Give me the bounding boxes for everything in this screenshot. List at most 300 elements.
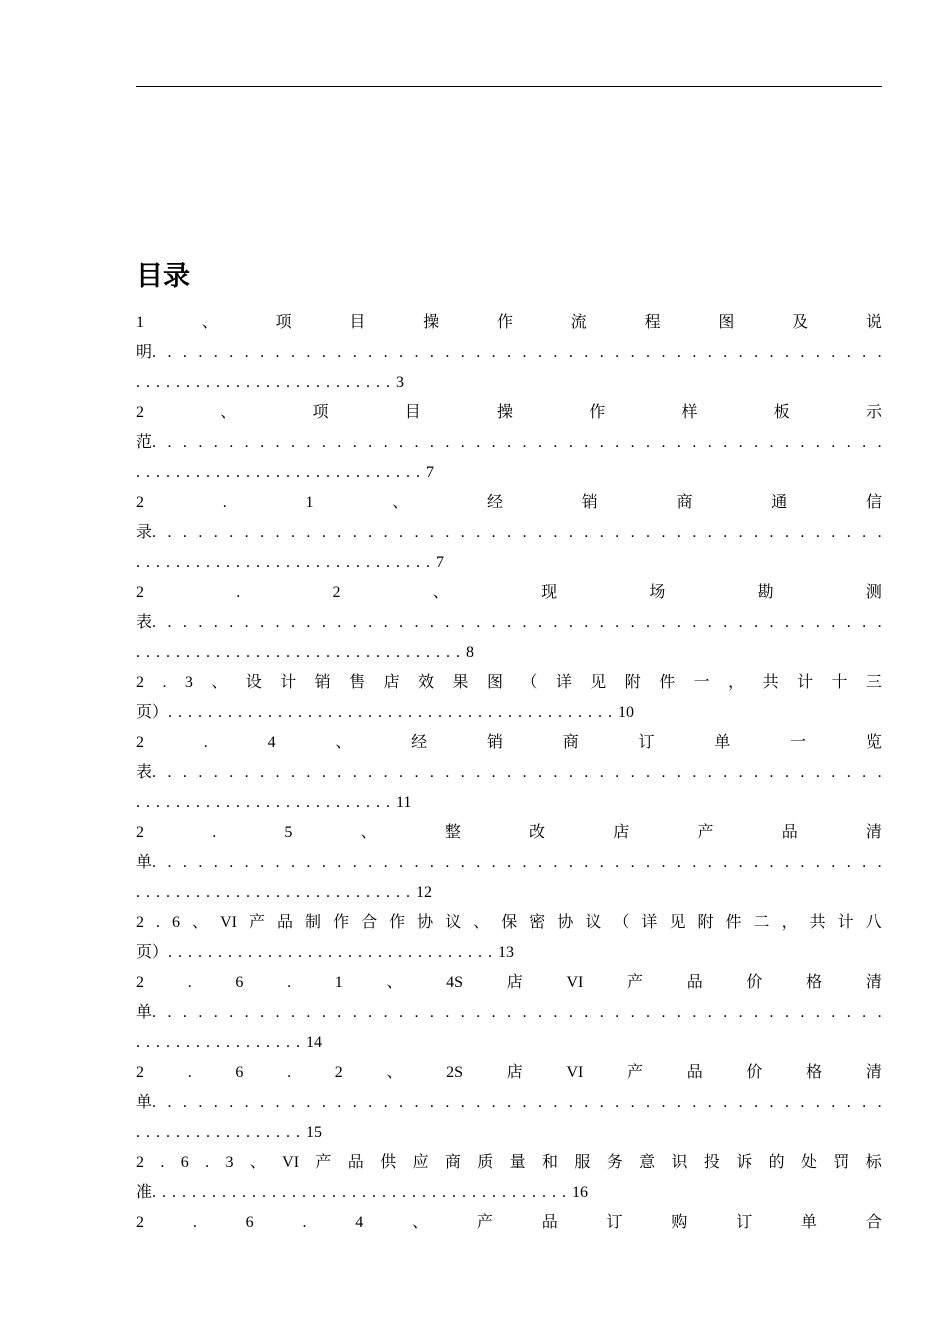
toc-token: . <box>244 1094 249 1111</box>
toc-token: . <box>877 434 882 451</box>
toc-token: . <box>399 764 404 781</box>
toc-token: . <box>337 614 342 631</box>
toc-token: . <box>356 794 360 811</box>
toc-token: . <box>676 764 681 781</box>
toc-token: 4 <box>267 734 276 751</box>
toc-token: . <box>222 494 227 511</box>
toc-token: . <box>800 854 805 871</box>
toc-token: 2S <box>446 1064 464 1081</box>
toc-token: . <box>328 944 333 961</box>
toc-token: . <box>877 854 882 871</box>
toc-token: . <box>784 854 789 871</box>
toc-token: 2 <box>136 584 144 601</box>
toc-token: . <box>306 524 311 541</box>
toc-token: . <box>172 1184 177 1201</box>
toc-entry-line <box>136 998 882 1028</box>
toc-token: . <box>386 644 390 661</box>
toc-token: . <box>368 944 373 961</box>
toc-token: . <box>306 884 310 901</box>
toc-token: . <box>522 614 527 631</box>
toc-token: . <box>182 524 187 541</box>
toc-token: 合 <box>361 914 378 931</box>
toc-token: . <box>182 614 187 631</box>
toc-token: ， <box>728 674 745 691</box>
toc-token: . <box>246 644 250 661</box>
toc-token: 计 <box>797 674 814 691</box>
toc-token: . <box>288 944 293 961</box>
toc-token: . <box>178 944 183 961</box>
toc-token: . <box>378 944 383 961</box>
toc-token: . <box>584 344 589 361</box>
toc-token: . <box>707 1094 712 1111</box>
toc-token: . <box>232 1184 237 1201</box>
toc-token: . <box>187 974 192 991</box>
toc-token: . <box>352 614 357 631</box>
toc-token: . <box>476 854 481 871</box>
toc-token: . <box>321 1094 326 1111</box>
toc-token: . <box>306 764 311 781</box>
toc-token: . <box>846 764 851 781</box>
toc-token: . <box>316 464 320 481</box>
toc-token: . <box>182 1184 187 1201</box>
toc-token: . <box>166 554 170 571</box>
toc-entry-e2[interactable] <box>136 398 882 488</box>
toc-token: 整 <box>444 824 461 841</box>
toc-token: 示 <box>865 404 882 421</box>
toc-token: . <box>326 644 330 661</box>
toc-token: . <box>337 764 342 781</box>
toc-token: . <box>578 704 583 721</box>
toc-token: . <box>256 884 260 901</box>
toc-token: 品 <box>686 974 703 991</box>
toc-token: . <box>831 434 836 451</box>
toc-token: . <box>615 434 620 451</box>
toc-token: 店 <box>506 1064 523 1081</box>
toc-token: . <box>296 554 300 571</box>
toc-token: . <box>312 1184 317 1201</box>
toc-token: . <box>156 884 160 901</box>
toc-token: . <box>176 884 180 901</box>
toc-token: . <box>646 1094 651 1111</box>
toc-token: . <box>256 644 260 661</box>
toc-token: . <box>246 884 250 901</box>
toc-entry-e2-6-4[interactable] <box>136 1208 882 1238</box>
toc-token: . <box>599 1004 604 1021</box>
toc-token: . <box>476 434 481 451</box>
toc-token: . <box>877 614 882 631</box>
toc-token: . <box>321 764 326 781</box>
toc-token: . <box>498 704 503 721</box>
toc-token: . <box>388 704 393 721</box>
toc-entry-e2-6-3[interactable] <box>136 1148 882 1208</box>
toc-entry-line <box>136 908 882 938</box>
toc-token: . <box>216 644 220 661</box>
toc-token: . <box>296 374 300 391</box>
toc-token: . <box>399 1094 404 1111</box>
toc-entry-e2-6-2[interactable] <box>136 1058 882 1148</box>
toc-token: 16 <box>572 1184 589 1201</box>
toc-token: . <box>815 1004 820 1021</box>
toc-token: 应 <box>412 1154 429 1171</box>
toc-token: . <box>383 764 388 781</box>
toc-token: . <box>608 704 613 721</box>
toc-token: . <box>692 764 697 781</box>
toc-token: . <box>266 794 270 811</box>
toc-token: 产 <box>476 1214 493 1231</box>
toc-token: . <box>383 854 388 871</box>
toc-token: . <box>328 704 333 721</box>
toc-token: . <box>584 1004 589 1021</box>
toc-token: 目 <box>404 404 421 421</box>
toc-token: . <box>146 464 150 481</box>
toc-token: . <box>800 764 805 781</box>
toc-token: . <box>429 344 434 361</box>
toc-token: . <box>862 434 867 451</box>
toc-token: . <box>198 344 203 361</box>
toc-token: . <box>392 1184 397 1201</box>
toc-token: 商 <box>444 1154 461 1171</box>
toc-token: . <box>290 344 295 361</box>
toc-token: . <box>326 554 330 571</box>
toc-token: . <box>386 464 390 481</box>
toc-token: . <box>337 434 342 451</box>
toc-token: . <box>368 1094 373 1111</box>
toc-token: 作 <box>496 314 513 331</box>
toc-token: . <box>337 524 342 541</box>
toc-token: . <box>862 524 867 541</box>
toc-token: 意 <box>639 1154 656 1171</box>
toc-token: . <box>166 464 170 481</box>
toc-token: 价 <box>746 1064 763 1081</box>
toc-token: . <box>399 854 404 871</box>
toc-token: 标 <box>865 1154 882 1171</box>
toc-token: . <box>542 1184 547 1201</box>
toc-token: . <box>226 1034 230 1051</box>
toc-token: . <box>298 704 303 721</box>
toc-token: . <box>368 1004 373 1021</box>
toc-token: . <box>356 464 360 481</box>
toc-token: 2 <box>136 824 144 841</box>
toc-token: . <box>322 1184 327 1201</box>
toc-token: . <box>356 554 360 571</box>
toc-token: . <box>216 884 220 901</box>
toc-token: . <box>229 1094 234 1111</box>
toc-token: 3 <box>396 374 404 391</box>
toc-token: . <box>416 644 420 661</box>
toc-token: 、 <box>386 1064 403 1081</box>
toc-token: 制 <box>305 914 322 931</box>
toc-token: 品 <box>347 1154 364 1171</box>
toc-token: . <box>507 854 512 871</box>
toc-entry-line <box>136 938 882 968</box>
toc-token: 及 <box>792 314 809 331</box>
toc-token: . <box>278 704 283 721</box>
toc-token: 议 <box>585 914 602 931</box>
toc-token: . <box>346 794 350 811</box>
toc-token: . <box>338 704 343 721</box>
toc-token: . <box>248 704 253 721</box>
toc-token: . <box>352 524 357 541</box>
toc-token: 单 <box>714 734 731 751</box>
toc-token: . <box>412 1184 417 1201</box>
toc-token: . <box>784 614 789 631</box>
toc-token: . <box>275 344 280 361</box>
toc-token: . <box>846 434 851 451</box>
toc-token: 识 <box>671 1154 688 1171</box>
toc-token: . <box>146 644 150 661</box>
toc-token: . <box>229 614 234 631</box>
toc-token: . <box>846 854 851 871</box>
toc-token: . <box>507 344 512 361</box>
toc-token: 一 <box>790 734 807 751</box>
toc-token: . <box>692 854 697 871</box>
toc-token: . <box>306 1094 311 1111</box>
toc-token: . <box>491 434 496 451</box>
toc-token: . <box>445 854 450 871</box>
toc-token: . <box>166 1034 170 1051</box>
toc-token: . <box>186 1124 190 1141</box>
toc-token: . <box>272 1184 277 1201</box>
toc-token: . <box>445 434 450 451</box>
toc-token: 一 <box>693 674 710 691</box>
toc-token: . <box>386 884 390 901</box>
toc-token: . <box>492 1184 497 1201</box>
toc-token: . <box>396 884 400 901</box>
toc-token: . <box>226 464 230 481</box>
toc-token: . <box>615 614 620 631</box>
toc-token: . <box>416 554 420 571</box>
toc-token: . <box>386 554 390 571</box>
toc-token: . <box>408 704 413 721</box>
toc-token: . <box>306 794 310 811</box>
toc-token: . <box>414 1004 419 1021</box>
toc-token: . <box>276 374 280 391</box>
toc-token: . <box>399 614 404 631</box>
toc-token: （ <box>613 914 630 931</box>
toc-token: . <box>290 1094 295 1111</box>
toc-token: 2 <box>334 1064 343 1081</box>
toc-token: 6 <box>172 914 181 931</box>
toc-token: 和 <box>542 1154 559 1171</box>
toc-token: . <box>186 884 190 901</box>
toc-token: . <box>136 1124 140 1141</box>
toc-token: 项 <box>312 404 329 421</box>
toc-token: . <box>482 1184 487 1201</box>
toc-token: . <box>568 434 573 451</box>
toc-entry-e2-2[interactable] <box>136 578 882 668</box>
toc-token: 产 <box>627 974 644 991</box>
toc-token: . <box>206 464 210 481</box>
toc-token: 经 <box>411 734 428 751</box>
toc-token: . <box>228 944 233 961</box>
toc-token: 八 <box>865 914 882 931</box>
toc-token: . <box>707 854 712 871</box>
toc-entry-e2-5[interactable] <box>136 818 882 908</box>
toc-token: . <box>260 1094 265 1111</box>
toc-token: . <box>630 1004 635 1021</box>
toc-token: . <box>246 794 250 811</box>
toc-token: 品 <box>541 1214 558 1231</box>
toc-token: . <box>378 704 383 721</box>
toc-token: . <box>182 344 187 361</box>
toc-token: . <box>260 764 265 781</box>
toc-token: . <box>615 344 620 361</box>
toc-token: . <box>244 1004 249 1021</box>
toc-token: 2 <box>136 974 144 991</box>
toc-entry-e2-6[interactable] <box>136 908 882 968</box>
toc-token: . <box>186 374 190 391</box>
toc-token: . <box>426 554 430 571</box>
toc-token: . <box>321 614 326 631</box>
toc-token: . <box>507 1094 512 1111</box>
toc-token: . <box>800 614 805 631</box>
toc-token: . <box>348 704 353 721</box>
toc-token: . <box>216 554 220 571</box>
toc-token: . <box>288 704 293 721</box>
toc-token: . <box>553 854 558 871</box>
toc-token: . <box>306 374 310 391</box>
toc-token: . <box>414 764 419 781</box>
toc-token: . <box>286 794 290 811</box>
toc-token: 店 <box>506 974 523 991</box>
toc-token: . <box>213 434 218 451</box>
toc-token: . <box>522 1004 527 1021</box>
toc-token: 、 <box>432 584 449 601</box>
toc-token: . <box>326 884 330 901</box>
toc-token: . <box>831 344 836 361</box>
toc-token: 品 <box>277 914 294 931</box>
toc-token: . <box>376 464 380 481</box>
toc-entry-line <box>136 1178 882 1208</box>
toc-token: . <box>252 1184 257 1201</box>
toc-token: . <box>537 614 542 631</box>
toc-token: . <box>877 764 882 781</box>
toc-token: . <box>156 1034 160 1051</box>
toc-token: . <box>192 1184 197 1201</box>
toc-token: . <box>258 944 263 961</box>
toc-token: . <box>402 1184 407 1201</box>
toc-token: . <box>136 644 140 661</box>
toc-token: . <box>275 524 280 541</box>
toc-token: . <box>738 434 743 451</box>
toc-token: 产 <box>315 1154 332 1171</box>
toc-token: . <box>630 524 635 541</box>
toc-token: . <box>568 1094 573 1111</box>
toc-entry-e2-4[interactable] <box>136 728 882 818</box>
toc-token: 通 <box>771 494 788 511</box>
toc-token: . <box>336 464 340 481</box>
toc-token: 协 <box>417 914 434 931</box>
toc-token: . <box>366 794 370 811</box>
toc-token: . <box>236 884 240 901</box>
toc-token: . <box>196 464 200 481</box>
toc-entry-e2-3[interactable] <box>136 668 882 728</box>
toc-entry-e2-6-1[interactable] <box>136 968 882 1058</box>
toc-entry-line <box>136 1088 882 1118</box>
toc-token: 现 <box>541 584 558 601</box>
toc-token: . <box>723 524 728 541</box>
toc-token: . <box>537 434 542 451</box>
toc-token: . <box>290 764 295 781</box>
toc-token: 2 <box>136 674 144 691</box>
toc-token: . <box>352 1094 357 1111</box>
toc-token: . <box>366 554 370 571</box>
toc-token: 订 <box>638 734 655 751</box>
toc-token: . <box>213 764 218 781</box>
toc-token: . <box>166 884 170 901</box>
toc-token: 录. <box>136 524 157 541</box>
toc-token: 信 <box>865 494 882 511</box>
toc-token: . <box>445 614 450 631</box>
toc-token: 详 <box>555 674 572 691</box>
toc-token: 产 <box>627 1064 644 1081</box>
toc-token: 、 <box>220 404 237 421</box>
toc-token: . <box>160 1154 165 1171</box>
toc-token: 2 <box>332 584 341 601</box>
toc-token: 作 <box>589 404 606 421</box>
toc-token: . <box>476 1004 481 1021</box>
toc-token: . <box>676 1004 681 1021</box>
toc-token: . <box>236 554 240 571</box>
toc-token: . <box>256 1034 260 1051</box>
toc-token: . <box>537 524 542 541</box>
toc-token: . <box>167 614 172 631</box>
toc-token: 样 <box>681 404 698 421</box>
toc-entry-line <box>136 428 882 458</box>
toc-entry-e2-1[interactable] <box>136 488 882 578</box>
toc-token: . <box>398 944 403 961</box>
toc-token: 测 <box>865 584 882 601</box>
toc-token: . <box>383 434 388 451</box>
toc-token: . <box>246 554 250 571</box>
toc-token: . <box>296 1034 300 1051</box>
toc-token: . <box>862 1094 867 1111</box>
toc-token: 见 <box>590 674 607 691</box>
toc-token: . <box>877 1094 882 1111</box>
toc-token: . <box>146 884 150 901</box>
toc-entry-line <box>136 788 882 818</box>
toc-token: . <box>146 794 150 811</box>
toc-token: . <box>831 524 836 541</box>
toc-token: 1 <box>136 314 144 331</box>
toc-token: . <box>568 614 573 631</box>
toc-token: . <box>290 854 295 871</box>
toc-token: . <box>692 1004 697 1021</box>
toc-token: . <box>262 1184 267 1201</box>
toc-token: 2 <box>136 1214 144 1231</box>
toc-token: . <box>491 854 496 871</box>
toc-token: 密 <box>529 914 546 931</box>
toc-token: . <box>408 944 413 961</box>
toc-token: 格 <box>806 1064 823 1081</box>
toc-token: . <box>846 524 851 541</box>
toc-token: 、 <box>392 494 409 511</box>
toc-entry-e1[interactable] <box>136 308 882 398</box>
toc-entry-line <box>136 1148 882 1178</box>
toc-token: . <box>584 854 589 871</box>
toc-token: 见 <box>669 914 686 931</box>
toc-token: . <box>282 1184 287 1201</box>
toc-token: （ <box>521 674 538 691</box>
toc-token: . <box>368 614 373 631</box>
toc-token: . <box>246 1124 250 1141</box>
toc-token: . <box>784 764 789 781</box>
toc-token: . <box>831 854 836 871</box>
toc-token: . <box>321 344 326 361</box>
toc-token: VI <box>566 1064 584 1081</box>
toc-token: . <box>213 854 218 871</box>
toc-token: . <box>862 614 867 631</box>
